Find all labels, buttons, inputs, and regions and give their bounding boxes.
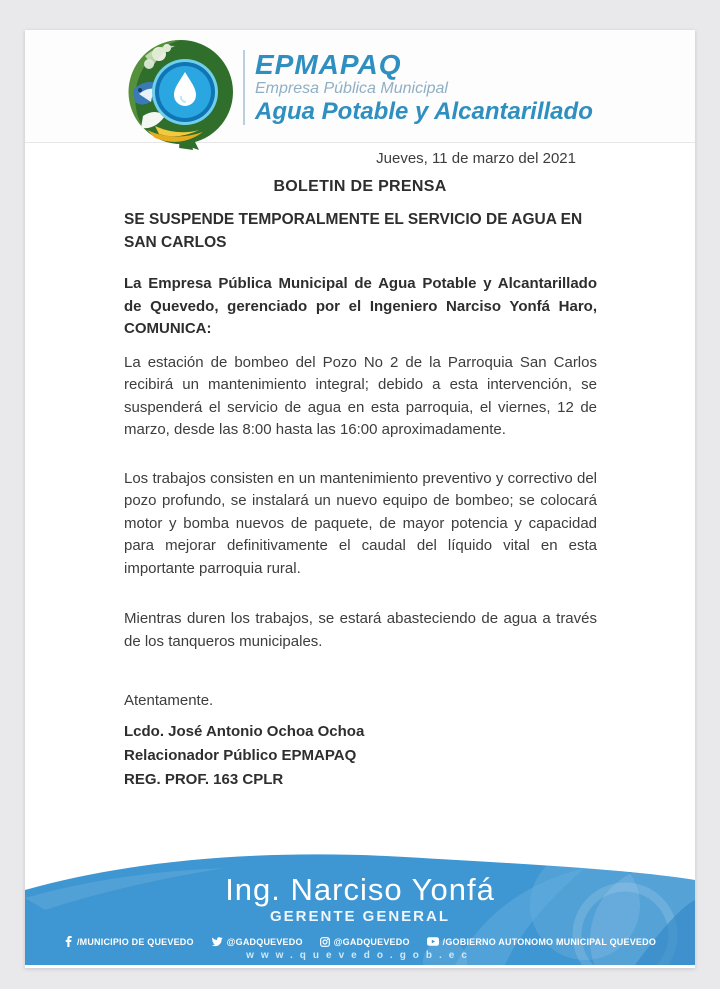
social-handle: /GOBIERNO AUTONOMO MUNICIPAL QUEVEDO	[442, 936, 657, 947]
social-facebook	[64, 936, 194, 947]
signature-registration: REG. PROF. 163 CPLR	[124, 771, 284, 788]
closing-salutation: Atentamente.	[124, 692, 214, 709]
brand-name: EPMAPAQ	[255, 49, 402, 80]
paragraph-3: Los trabajos consisten en un mantenimiento preventivo y correctivo del pozo profundo, se instalará un nuevo equipo de bombeo; se colocará motor y bomba nuevos de paquete, de mayor potencia y capacidad para mejorar definitivamente el caudal del líquido vital en esta importante parroquia rural.	[124, 469, 597, 577]
press-release-page	[25, 30, 695, 968]
document-title: BOLETIN DE PRENSA	[273, 178, 447, 195]
website-url: www.quevedo.gob.ec	[246, 950, 474, 961]
brand-block	[243, 50, 593, 125]
twitter-icon	[211, 937, 223, 947]
social-media-row	[25, 936, 695, 947]
paragraph-intro: La Empresa Pública Municipal de Agua Potable y Alcantarillado de Quevedo, gerenciado por el Ingeniero Narciso Yonfá Haro, COMUNICA:	[124, 275, 597, 337]
headline: SE SUSPENDE TEMPORALMENTE EL SERVICIO DE AGUA EN SAN CARLOS	[124, 211, 583, 251]
brand-subtitle-1: Empresa Pública Municipal	[255, 80, 448, 97]
social-instagram	[320, 937, 410, 947]
social-youtube	[427, 937, 656, 947]
document-date: Jueves, 11 de marzo del 2021	[376, 150, 576, 167]
manager-name: Ing. Narciso Yonfá	[225, 872, 495, 907]
social-twitter	[211, 937, 303, 947]
signature-name: Lcdo. José Antonio Ochoa Ochoa	[124, 723, 365, 740]
youtube-icon	[427, 937, 439, 946]
epmapaq-logo-icon	[125, 38, 237, 150]
letterhead	[25, 30, 695, 143]
footer-banner	[25, 850, 695, 965]
document-body	[25, 209, 695, 788]
instagram-icon	[320, 937, 330, 947]
paragraph-2: La estación de bombeo del Pozo No 2 de la Parroquia San Carlos recibirá un mantenimiento integral; debido a esta intervención, se suspenderá el servicio de agua en esta parroquia, el viernes, 12 de marzo, desde las 8:00 hasta las 16:00 aproximadamente.	[124, 353, 597, 438]
brand-subtitle-2: Agua Potable y Alcantarillado	[255, 98, 593, 125]
signature-role: Relacionador Público EPMAPAQ	[124, 747, 357, 764]
manager-title: GERENTE GENERAL	[269, 908, 450, 925]
facebook-icon	[64, 936, 73, 947]
social-handle: @GADQUEVEDO	[333, 936, 410, 947]
social-handle: @GADQUEVEDO	[226, 936, 303, 947]
social-handle: /MUNICIPIO DE QUEVEDO	[76, 936, 194, 947]
paragraph-4: Mientras duren los trabajos, se estará abasteciendo de agua a través de los tanqueros municipales.	[124, 610, 597, 650]
